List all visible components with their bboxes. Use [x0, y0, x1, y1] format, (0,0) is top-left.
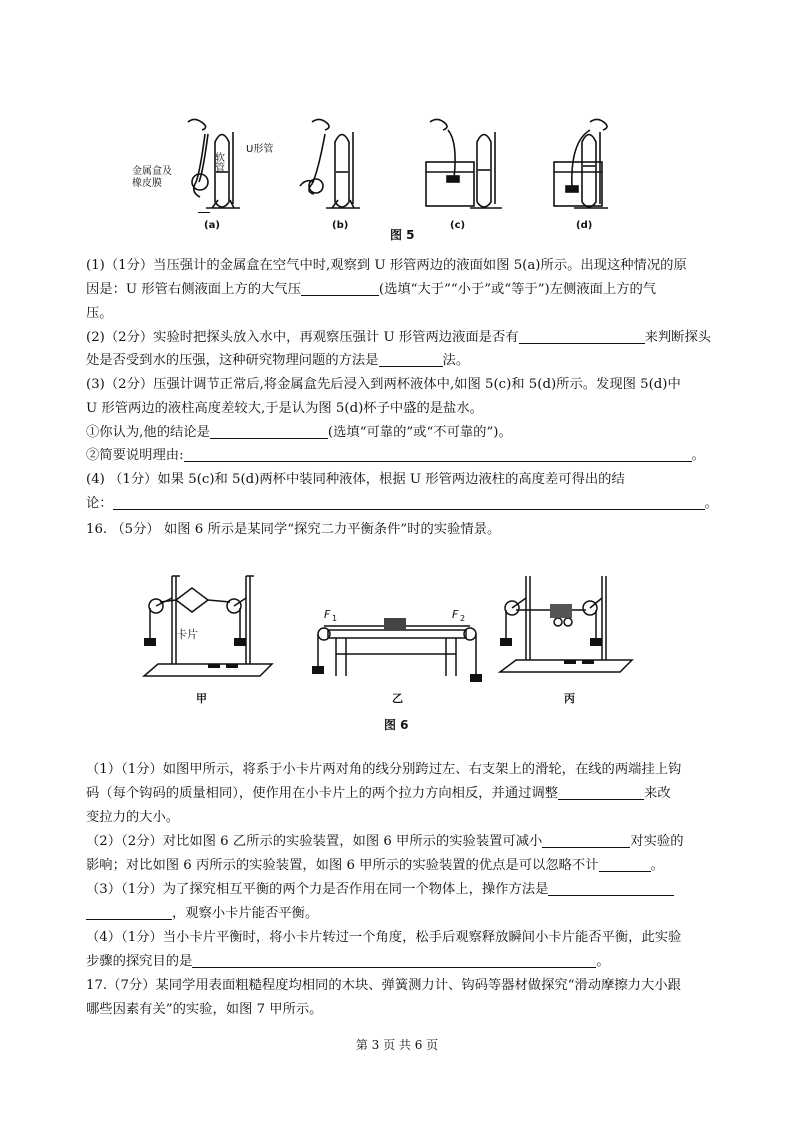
page-footer: 第 3 页 共 6 页	[355, 1038, 439, 1052]
answer-blank[interactable]	[599, 857, 651, 872]
q15-part1-line1: (1)（1分）当压强计的金属盒在空气中时,观察到 U 形管两边的液面如图 5(a)所示。出现这种情况的原	[86, 258, 687, 273]
label-f2-subscript: 2	[460, 614, 466, 623]
q16-part2-line2: 影响；对比如图 6 丙所示的实验装置，如图 6 甲所示的实验装置的优点是可以忽略不计 。	[86, 858, 664, 873]
q17-line2: 哪些因素有关”的实验，如图 7 甲所示。	[86, 1002, 323, 1017]
q15-part3-line1: (3)（2分）压强计调节正常后,将金属盒先后浸入到两杯液体中,如图 5(c)和 5(d)所示。发现图 5(d)中	[86, 377, 681, 392]
answer-blank[interactable]	[548, 881, 674, 896]
answer-blank[interactable]	[379, 352, 443, 367]
label-card: 卡片	[176, 628, 198, 641]
q16-part3-line2: ，观察小卡片能否平衡。	[86, 904, 726, 924]
label-f1: F	[324, 608, 331, 621]
sub-label-a: (a)	[204, 220, 220, 231]
q16-part4-line2: 步骤的探究目的是 。	[86, 954, 610, 969]
label-u-tube: U形管	[246, 144, 274, 155]
label-metal-box-2: 橡皮膜	[132, 178, 162, 189]
label-f2: F	[452, 608, 459, 621]
q15-part1-line3: 压。	[86, 306, 113, 321]
q15-part3-line2: U 形管两边的液柱高度差较大,于是认为图 5(d)杯子中盛的是盐水。	[86, 401, 483, 416]
sub-label-jia: 甲	[196, 692, 207, 705]
label-f1-subscript: 1	[332, 614, 338, 623]
q16-part4-line1: （4）（1分）当小卡片平衡时，将小卡片转过一个角度，松手后观察释放瞬间小卡片能否平衡，此实验	[86, 930, 682, 945]
q15-part4-line1: (4) （1分）如果 5(c)和 5(d)两杯中装同种液体，根据 U 形管两边液柱的高度差可得出的结	[86, 472, 625, 487]
figure-5	[120, 112, 620, 237]
answer-blank[interactable]	[113, 495, 705, 510]
answer-blank[interactable]	[86, 905, 172, 920]
q16-part1-line2: 码（每个钩码的质量相同），使作用在小卡片上的两个拉力方向相反，并通过调整 来改	[86, 786, 671, 801]
answer-blank[interactable]	[519, 329, 645, 344]
label-metal-box-1: 金属盒及	[132, 166, 172, 177]
answer-blank[interactable]	[301, 281, 379, 296]
figure-6-caption: 图 6	[384, 718, 409, 732]
answer-blank[interactable]	[558, 785, 644, 800]
figure-6	[140, 568, 650, 708]
q16-part1-line3: 变拉力的大小。	[86, 810, 180, 825]
sub-label-yi: 乙	[392, 692, 403, 705]
q16-part2-line1: （2）（2分）对比如图 6 乙所示的实验装置，如图 6 甲所示的实验装置可减小 对实验的	[86, 834, 684, 849]
sub-label-d: (d)	[576, 220, 593, 231]
answer-blank[interactable]	[542, 833, 630, 848]
sub-label-c: (c)	[450, 220, 466, 231]
q15-part4-line2: 论： 。	[86, 496, 718, 511]
figure-5-caption: 图 5	[390, 228, 415, 242]
q17-line1: 17.（7分）某同学用表面粗糙程度均相同的木块、弹簧测力计、钩码等器材做探究“滑动摩擦力大小跟	[86, 978, 681, 993]
q16-part1-line1: （1）（1分）如图甲所示，将系于小卡片两对角的线分别跨过左、右支架上的滑轮，在线的两端挂上钩	[86, 762, 682, 777]
answer-blank[interactable]	[210, 424, 328, 439]
q15-part1-line2: 因是：U 形管右侧液面上方的大气压 (选填“大于”“小于”或“等于”)左侧液面上方的气	[86, 282, 657, 297]
q16-title: 16. （5分） 如图 6 所示是某同学“探究二力平衡条件”时的实验情景。	[86, 522, 501, 537]
q15-part3-line4: ②简要说明理由: 。	[86, 448, 705, 463]
label-hose: 软管	[212, 152, 224, 172]
q16-part3-line1: （3）（1分）为了探究相互平衡的两个力是否作用在同一个物体上，操作方法是	[86, 880, 726, 900]
q15-part2-line1: (2)（2分）实验时把探头放入水中，再观察压强计 U 形管两边液面是否有 来判断探头	[86, 330, 712, 345]
sub-label-b: (b)	[332, 220, 349, 231]
q15-part2-line2: 处是否受到水的压强，这种研究物理问题的方法是 法。	[86, 353, 470, 368]
answer-blank[interactable]	[184, 447, 692, 462]
q15-part3-line3: ①你认为,他的结论是 (选填“可靠的”或“不可靠的”)。	[86, 425, 512, 440]
answer-blank[interactable]	[192, 953, 596, 968]
sub-label-bing: 丙	[564, 692, 575, 705]
